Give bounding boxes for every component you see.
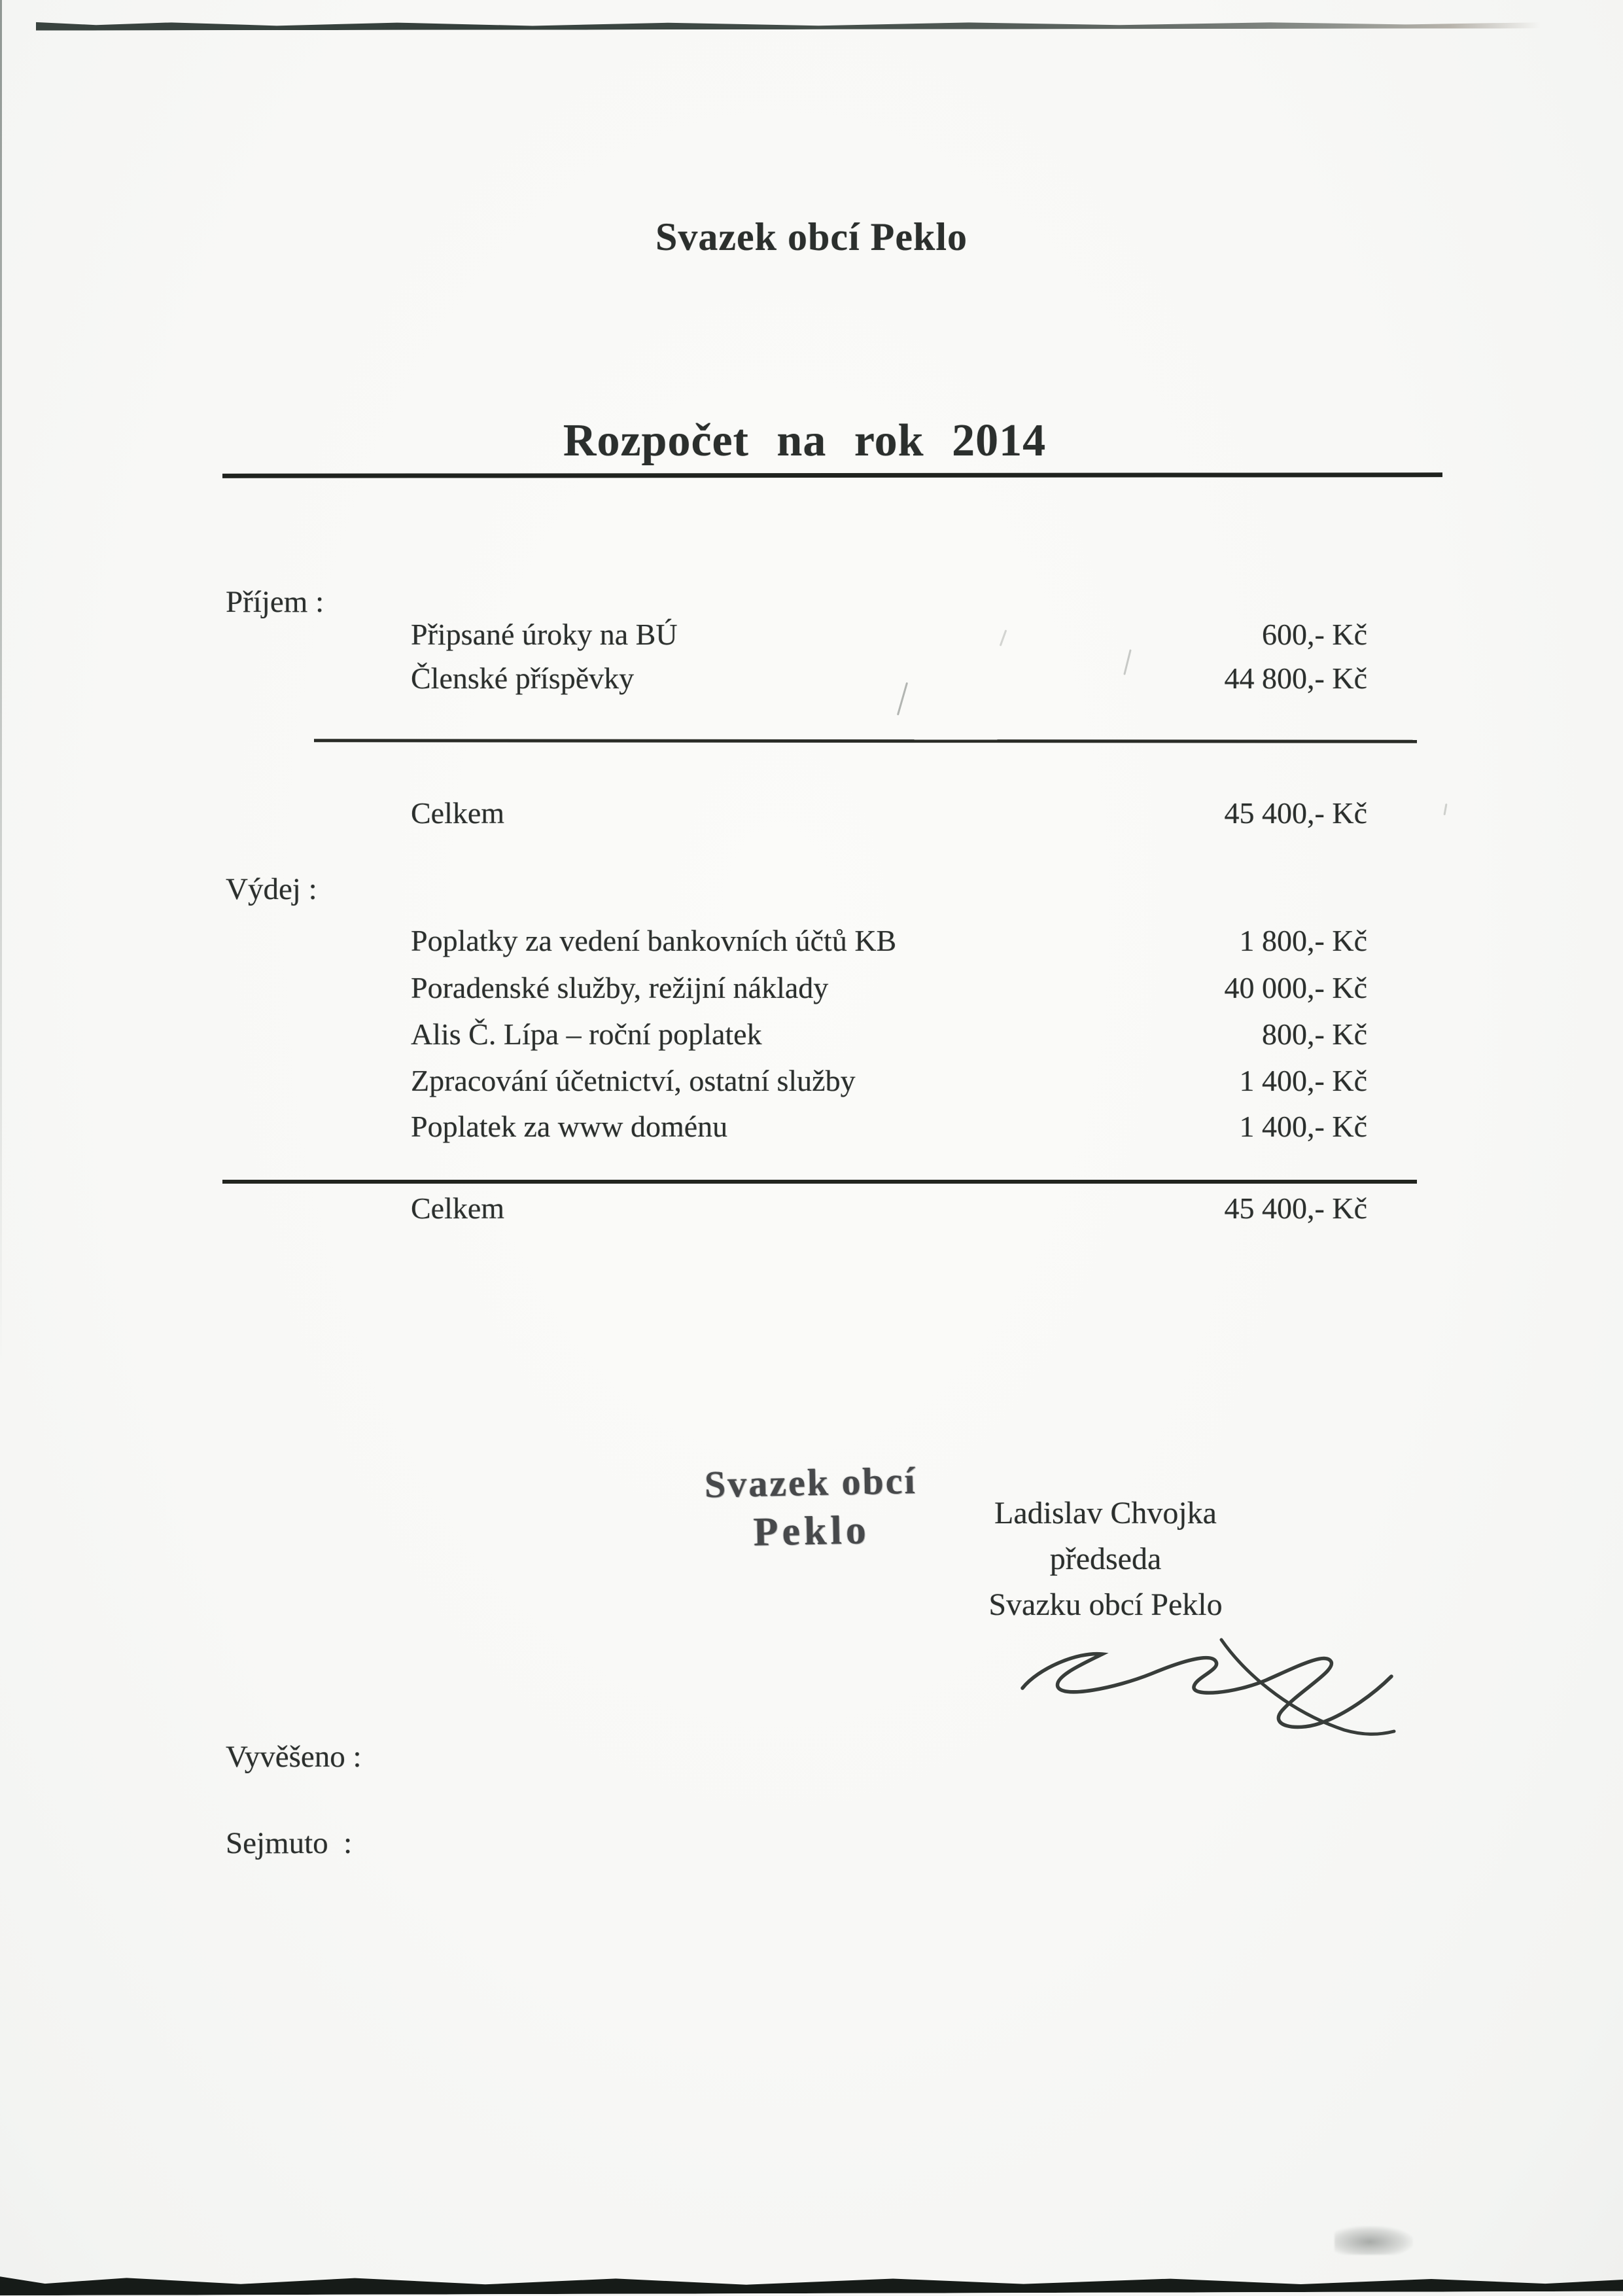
page-title: Rozpočet na rok 2014 xyxy=(563,415,1047,466)
signatory-organization: Svazku obcí Peklo xyxy=(988,1587,1223,1622)
expenses-separator-rule xyxy=(222,1180,1417,1184)
expense-row-value: 1 800,- Kč xyxy=(1239,924,1367,957)
signatory-block xyxy=(949,1491,1263,1628)
expenses-total-value: 45 400,- Kč xyxy=(1224,1192,1367,1225)
expense-row-label: Poradenské služby, režijní náklady xyxy=(411,971,829,1004)
expenses-total-label: Celkem xyxy=(411,1192,505,1225)
expense-row-label: Poplatek za www doménu xyxy=(411,1110,728,1143)
income-row-label: Připsané úroky na BÚ xyxy=(411,618,678,651)
organization-stamp xyxy=(647,1457,976,1558)
posted-date-label: Vyvěšeno : xyxy=(226,1740,362,1774)
income-total-value: 45 400,- Kč xyxy=(1224,796,1367,830)
income-row-value: 44 800,- Kč xyxy=(1224,662,1367,695)
expense-row xyxy=(411,1109,1367,1144)
income-separator-rule xyxy=(314,739,1417,743)
signatory-role: předseda xyxy=(1049,1542,1162,1576)
expense-row-value: 1 400,- Kč xyxy=(1239,1110,1367,1143)
income-total-label: Celkem xyxy=(411,796,505,830)
expense-row-value: 800,- Kč xyxy=(1262,1017,1367,1051)
expense-row-label: Alis Č. Lípa – roční poplatek xyxy=(411,1017,762,1051)
ink-smudge xyxy=(1335,2226,1413,2255)
signatory-name: Ladislav Chvojka xyxy=(994,1496,1217,1530)
handwritten-signature xyxy=(1004,1611,1410,1742)
income-row-value: 600,- Kč xyxy=(1262,618,1367,651)
title-underline xyxy=(222,472,1442,478)
income-section-label: Příjem : xyxy=(226,585,324,619)
income-row xyxy=(411,617,1367,652)
stamp-line2: Peklo xyxy=(752,1508,871,1555)
scan-artifact-top-edge xyxy=(36,18,1541,30)
scan-artifact-bottom-edge xyxy=(0,2272,1623,2296)
expense-row xyxy=(411,1017,1367,1051)
expense-row-value: 1 400,- Kč xyxy=(1239,1064,1367,1097)
expenses-section-label: Výdej : xyxy=(226,872,317,906)
stamp-line1: Svazek obcí xyxy=(704,1458,918,1506)
expense-row xyxy=(411,923,1367,958)
income-row xyxy=(411,661,1367,696)
income-total-row xyxy=(411,796,1367,830)
expense-row-value: 40 000,- Kč xyxy=(1224,971,1367,1004)
expense-row-label: Poplatky za vedení bankovních účtů KB xyxy=(411,924,897,957)
expense-row-label: Zpracování účetnictví, ostatní služby xyxy=(411,1064,856,1097)
stray-pen-mark xyxy=(1443,804,1447,815)
expense-row xyxy=(411,970,1367,1005)
expense-row xyxy=(411,1063,1367,1098)
income-row-label: Členské příspěvky xyxy=(411,662,635,695)
expenses-total-row xyxy=(411,1191,1367,1226)
organization-title: Svazek obcí Peklo xyxy=(655,215,968,258)
removed-date-label: Sejmuto : xyxy=(226,1826,353,1860)
